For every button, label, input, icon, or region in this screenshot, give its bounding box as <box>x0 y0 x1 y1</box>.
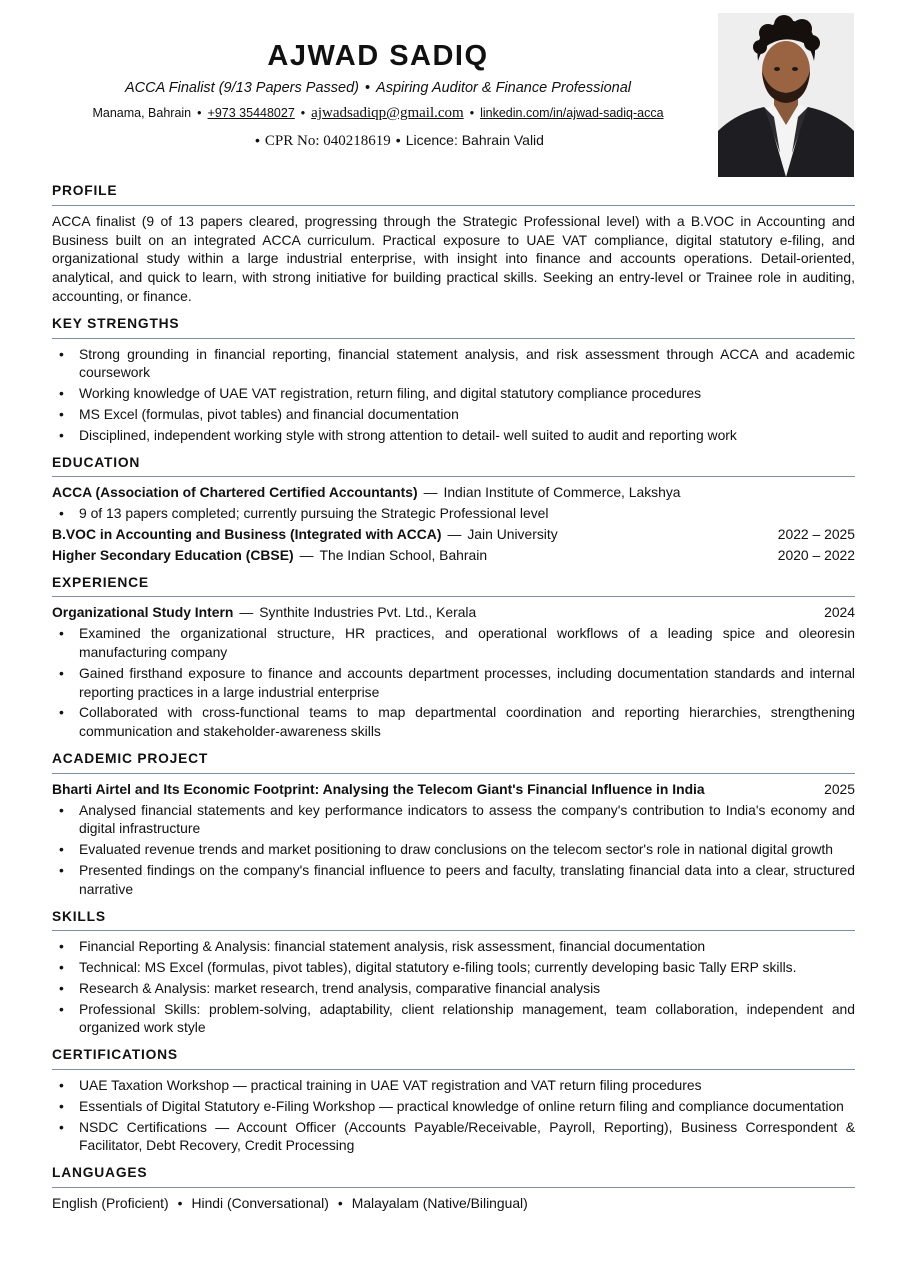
education-entry <box>52 483 855 502</box>
profile-photo <box>718 13 854 177</box>
list-item: • Financial Reporting & Analysis: financial statement analysis, risk assessment, financial documentation <box>52 937 855 956</box>
institution-name: Indian Institute of Commerce, Lakshya <box>443 484 681 501</box>
resume-body <box>52 182 855 1222</box>
project-list <box>52 801 855 899</box>
section-heading: EXPERIENCE <box>52 574 855 598</box>
section-heading: LANGUAGES <box>52 1164 855 1188</box>
dash-separator: — <box>423 484 438 501</box>
contact-line <box>52 103 704 123</box>
section-heading: CERTIFICATIONS <box>52 1046 855 1070</box>
email-link[interactable]: ajwadsadiqp@gmail.com <box>311 105 464 121</box>
key-strengths-section <box>52 315 855 445</box>
company-name: Synthite Industries Pvt. Ltd., Kerala <box>259 604 477 621</box>
profile-section <box>52 182 855 306</box>
bullet-separator: • <box>255 132 260 148</box>
certifications-section <box>52 1046 855 1155</box>
language-item: English (Proficient) <box>52 1195 169 1212</box>
institution-name: The Indian School, Bahrain <box>319 546 488 563</box>
tagline-acca: ACCA Finalist (9/13 Papers Passed) <box>124 80 359 96</box>
bullet-separator: • <box>469 106 475 120</box>
dash-separator: — <box>299 546 314 563</box>
certifications-list <box>52 1076 855 1155</box>
list-item: • MS Excel (formulas, pivot tables) and financial documentation <box>52 405 855 424</box>
education-entry <box>52 525 855 544</box>
dash-separator: — <box>447 525 462 542</box>
licence-status: Licence: Bahrain Valid <box>405 132 544 148</box>
institution-name: Jain University <box>467 525 558 542</box>
section-heading: SKILLS <box>52 908 855 932</box>
cpr-number: CPR No: 040218619 <box>264 133 391 149</box>
list-item: • Disciplined, independent working style with strong attention to detail- well suited to audit and reporting work <box>52 426 855 445</box>
academic-project-section <box>52 750 855 899</box>
language-item: Malayalam (Native/Bilingual) <box>351 1195 528 1212</box>
bullet-separator: • <box>197 106 202 120</box>
location: Manama, Bahrain <box>92 106 192 120</box>
bullet-separator: • <box>177 1195 183 1212</box>
date-range: 2025 <box>824 780 855 797</box>
list-item: • Technical: MS Excel (formulas, pivot tables), digital statutory e-filing tools; currently developing basic Tally ERP skills. <box>52 958 855 977</box>
resume-header <box>52 38 704 151</box>
list-item: • Presented findings on the company's financial influence to peers and faculty, translating financial data into a clear, structured narrative <box>52 861 855 899</box>
list-item: • Research & Analysis: market research, trend analysis, comparative financial analysis <box>52 979 855 998</box>
list-item: • Analysed financial statements and key performance indicators to assess the company's contribution to India's economy and digital infrastructure <box>52 801 855 839</box>
section-heading: ACADEMIC PROJECT <box>52 750 855 774</box>
education-notes <box>52 504 855 523</box>
job-title: Organizational Study Intern <box>52 604 234 621</box>
tagline-role: Aspiring Auditor & Finance Professional <box>376 80 632 96</box>
list-item: • 9 of 13 papers completed; currently pursuing the Strategic Professional level <box>52 504 855 523</box>
experience-list <box>52 624 855 741</box>
date-range: 2024 <box>824 604 855 621</box>
candidate-name: AJWAD SADIQ <box>267 40 489 72</box>
section-heading: PROFILE <box>52 182 855 206</box>
list-item: • Working knowledge of UAE VAT registration, return filing, and digital statutory compliance procedures <box>52 384 855 403</box>
bullet-separator: • <box>364 80 371 96</box>
bullet-separator: • <box>395 132 401 148</box>
date-range: 2022 – 2025 <box>777 525 855 542</box>
list-item: • Examined the organizational structure, HR practices, and operational workflows of a leading spice and oleoresin manufacturing company <box>52 624 855 662</box>
list-item: • Essentials of Digital Statutory e-Filing Workshop — practical knowledge of online return filing and compliance documentation <box>52 1097 855 1116</box>
profile-summary: ACCA finalist (9 of 13 papers cleared, progressing through the Strategic Professional level) with a B.VOC in Accounting and Business built on an integrated ACCA curriculum. Practical exposure to UAE VAT compliance, digital statutory e-filing, and organizational study within a large industrial enterprise, with insight into finance and accounts operations. Detail-oriented, analytical, and quick to learn, with strong initiative for building practical skills. Seeking an entry-level or Trainee role in auditing, accounting, or finance. <box>52 212 855 304</box>
dash-separator: — <box>239 604 254 621</box>
project-entry <box>52 780 855 799</box>
list-item: • NSDC Certifications — Account Officer (Accounts Payable/Receivable, Payroll, Reporting), Business Correspondent & Facilitator, Debt Recovery, Credit Processing <box>52 1118 855 1156</box>
languages-line <box>52 1194 855 1213</box>
section-heading: KEY STRENGTHS <box>52 315 855 339</box>
experience-section <box>52 574 855 741</box>
education-section <box>52 454 855 565</box>
list-item: • Evaluated revenue trends and market positioning to draw conclusions on the telecom sector's role in national digital growth <box>52 840 855 859</box>
list-item: • Strong grounding in financial reporting, financial statement analysis, and risk assessment through ACCA and academic coursework <box>52 345 855 383</box>
project-title: Bharti Airtel and Its Economic Footprint: Analysing the Telecom Giant's Financial Influence in India <box>52 780 705 797</box>
phone-link[interactable]: +973 35448027 <box>207 106 295 120</box>
id-line <box>52 130 704 151</box>
list-item: • Professional Skills: problem-solving, adaptability, client relationship management, team collaboration, independent and organized work style <box>52 1000 855 1038</box>
list-item: • Collaborated with cross-functional teams to map departmental coordination and reporting hierarchies, strengthening communication and stakeholder-awareness skills <box>52 703 855 741</box>
education-entry <box>52 546 855 565</box>
experience-entry <box>52 603 855 622</box>
portrait-image <box>718 13 854 177</box>
languages-section <box>52 1164 855 1213</box>
list-item: • Gained firsthand exposure to finance and accounts department processes, including documentation standards and internal reporting practices in a large industrial enterprise <box>52 664 855 702</box>
tagline <box>52 78 704 98</box>
date-range: 2020 – 2022 <box>777 546 855 563</box>
bullet-separator: • <box>300 106 306 120</box>
degree-name: Higher Secondary Education (CBSE) <box>52 546 294 563</box>
section-heading: EDUCATION <box>52 454 855 478</box>
list-item: • UAE Taxation Workshop — practical training in UAE VAT registration and VAT return filing procedures <box>52 1076 855 1095</box>
language-item: Hindi (Conversational) <box>191 1195 329 1212</box>
bullet-separator: • <box>337 1195 343 1212</box>
skills-list <box>52 937 855 1037</box>
strengths-list <box>52 345 855 445</box>
degree-name: B.VOC in Accounting and Business (Integrated with ACCA) <box>52 525 442 542</box>
linkedin-link[interactable]: linkedin.com/in/ajwad-sadiq-acca <box>480 106 664 120</box>
skills-section <box>52 908 855 1038</box>
degree-name: ACCA (Association of Chartered Certified Accountants) <box>52 484 418 501</box>
